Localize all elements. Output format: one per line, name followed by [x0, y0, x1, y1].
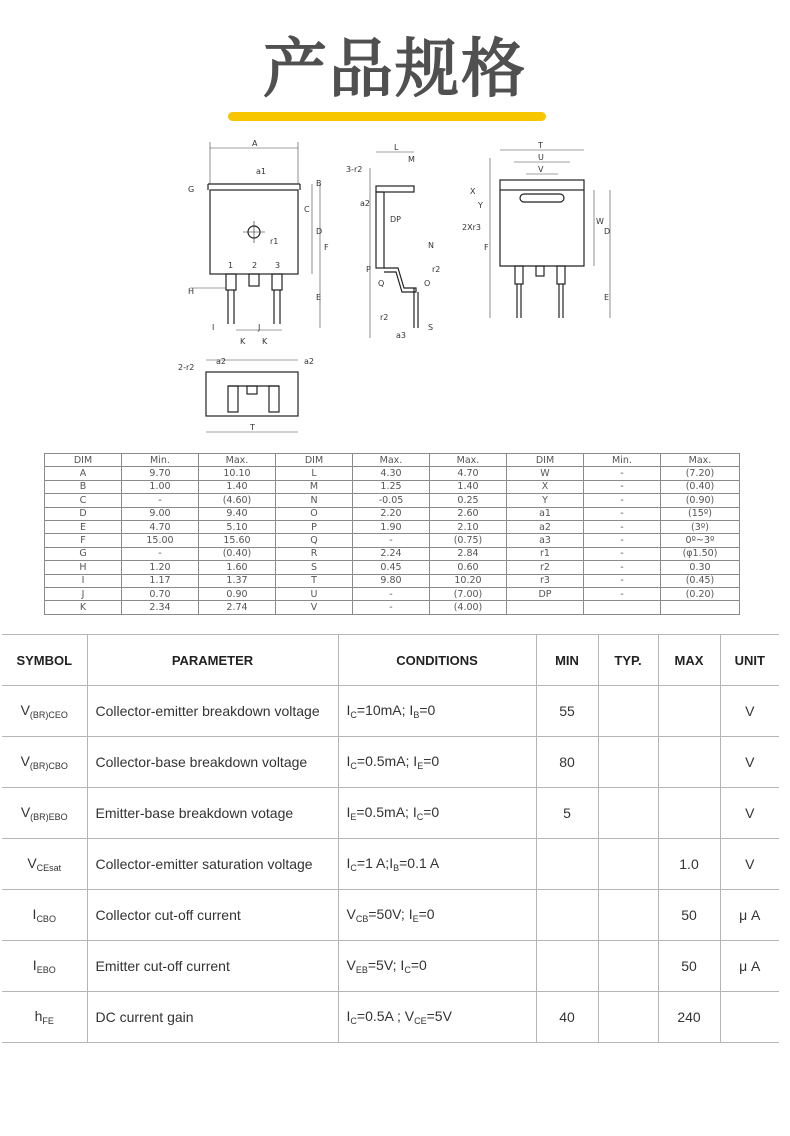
table-cell: -: [584, 587, 661, 600]
table-cell: 0º~3º: [661, 534, 740, 547]
header-max: MAX: [658, 635, 720, 686]
min-cell: [536, 890, 598, 941]
table-cell: 0.30: [661, 561, 740, 574]
table-row: [2, 839, 779, 890]
table-cell: 9.70: [122, 467, 199, 480]
dim-label-u: U: [538, 153, 544, 162]
symbol-text: V: [20, 753, 30, 769]
table-cell: a2: [507, 520, 584, 533]
table-row: [2, 788, 779, 839]
table-cell: V: [276, 601, 353, 614]
max-cell: 240: [658, 992, 720, 1043]
table-cell: (0.40): [661, 480, 740, 493]
dim-label-t2: T: [250, 423, 255, 432]
table-row: [45, 467, 740, 480]
symbol-subscript: (BR)EBO: [30, 812, 68, 822]
table-cell: 1.17: [122, 574, 199, 587]
electrical-characteristics-table: [2, 634, 779, 1043]
header-cell: Max.: [353, 454, 430, 467]
table-cell: 4.70: [430, 467, 507, 480]
symbol-cell: [2, 992, 87, 1043]
table-cell: (φ1.50): [661, 547, 740, 560]
table-row: [45, 561, 740, 574]
dimension-table: [44, 453, 740, 615]
dim-label-w: W: [596, 217, 604, 226]
condition-subscript: B: [393, 863, 400, 873]
condition-subscript: C: [350, 1016, 357, 1026]
conditions-cell: [338, 788, 536, 839]
parameter-cell: Collector-base breakdown voltage: [87, 737, 338, 788]
symbol-subscript: CEsat: [36, 863, 62, 873]
table-cell: -0.05: [353, 494, 430, 507]
table-cell: C: [45, 494, 122, 507]
table-cell: 10.10: [199, 467, 276, 480]
unit-cell: V: [720, 737, 779, 788]
condition-text: =0: [419, 702, 436, 718]
symbol-text: V: [27, 855, 37, 871]
table-cell: 5.10: [199, 520, 276, 533]
table-cell: (0.90): [661, 494, 740, 507]
max-cell: [658, 686, 720, 737]
table-row: [45, 480, 740, 493]
table-cell: K: [45, 601, 122, 614]
symbol-cell: [2, 941, 87, 992]
dim-label-c: C: [304, 205, 310, 214]
table-cell: 0.60: [430, 561, 507, 574]
table-cell: -: [584, 574, 661, 587]
condition-text: I: [346, 855, 351, 871]
table-cell: W: [507, 467, 584, 480]
table-cell: [661, 601, 740, 614]
table-cell: H: [45, 561, 122, 574]
table-cell: -: [584, 507, 661, 520]
dim-label-n: N: [428, 241, 434, 250]
conditions-cell: [338, 992, 536, 1043]
condition-text: =0.5mA; I: [356, 804, 417, 820]
unit-cell: [720, 992, 779, 1043]
symbol-text: I: [32, 906, 37, 922]
condition-subscript: B: [413, 710, 420, 720]
dim-label-2xr3: 2Xr3: [462, 223, 481, 232]
condition-subscript: C: [416, 812, 424, 822]
pin-label-1: 1: [228, 261, 234, 270]
symbol-text: I: [32, 957, 37, 973]
condition-text: =10mA; I: [356, 702, 414, 718]
table-row: [45, 494, 740, 507]
condition-subscript: CE: [414, 1016, 427, 1026]
table-cell: [584, 601, 661, 614]
table-row: [45, 520, 740, 533]
dim-label-x: X: [470, 187, 476, 196]
table-cell: (4.00): [430, 601, 507, 614]
dim-label-k2: K: [262, 337, 268, 346]
min-cell: 55: [536, 686, 598, 737]
table-row: [2, 686, 779, 737]
table-cell: 1.37: [199, 574, 276, 587]
table-cell: (4.60): [199, 494, 276, 507]
dim-label-m: M: [408, 155, 415, 164]
min-cell: [536, 839, 598, 890]
table-cell: -: [353, 534, 430, 547]
dim-label-g: G: [188, 185, 195, 194]
header-min: MIN: [536, 635, 598, 686]
dim-label-i: I: [212, 323, 215, 332]
table-cell: 0.70: [122, 587, 199, 600]
dim-label-o: O: [424, 279, 431, 288]
header-cell: Max.: [661, 454, 740, 467]
table-cell: Q: [276, 534, 353, 547]
dim-label-a2-c: a2: [304, 357, 314, 366]
condition-subscript: E: [350, 812, 357, 822]
header-unit: UNIT: [720, 635, 779, 686]
condition-subscript: E: [417, 761, 424, 771]
table-cell: (15º): [661, 507, 740, 520]
table-cell: 2.74: [199, 601, 276, 614]
dim-label-f: F: [324, 243, 329, 252]
max-cell: 50: [658, 890, 720, 941]
dim-label-q: Q: [378, 279, 385, 288]
conditions-cell: [338, 890, 536, 941]
table-cell: -: [584, 520, 661, 533]
dim-label-a1: a1: [256, 167, 266, 176]
table-cell: 15.00: [122, 534, 199, 547]
table-cell: Y: [507, 494, 584, 507]
table-row: [45, 574, 740, 587]
condition-text: I: [346, 702, 351, 718]
symbol-text: V: [20, 804, 31, 820]
condition-text: =0.5A ; V: [356, 1008, 415, 1024]
dim-label-a3: a3: [396, 331, 406, 340]
table-cell: (7.00): [430, 587, 507, 600]
dim-label-a: A: [252, 139, 258, 148]
condition-text: =0.5mA; I: [356, 753, 418, 769]
symbol-subscript: CBO: [36, 914, 56, 924]
max-cell: [658, 788, 720, 839]
dim-label-e2: E: [604, 293, 610, 302]
table-cell: [507, 601, 584, 614]
dim-label-a2-b: a2: [216, 357, 226, 366]
table-cell: B: [45, 480, 122, 493]
parameter-cell: Emitter-base breakdown votage: [87, 788, 338, 839]
table-cell: 2.60: [430, 507, 507, 520]
typ-cell: [598, 992, 658, 1043]
unit-cell: V: [720, 788, 779, 839]
table-cell: -: [584, 534, 661, 547]
table-cell: a1: [507, 507, 584, 520]
condition-text: =5V: [426, 1008, 452, 1024]
min-cell: 5: [536, 788, 598, 839]
table-cell: 4.70: [122, 520, 199, 533]
table-cell: 0.45: [353, 561, 430, 574]
condition-subscript: C: [350, 863, 357, 873]
condition-subscript: C: [350, 710, 357, 720]
condition-text: V: [346, 957, 356, 973]
table-cell: (0.45): [661, 574, 740, 587]
typ-cell: [598, 788, 658, 839]
table-cell: (3º): [661, 520, 740, 533]
table-row: [2, 890, 779, 941]
dim-label-d: D: [316, 227, 323, 236]
header-cell: DIM: [276, 454, 353, 467]
table-cell: 1.40: [199, 480, 276, 493]
table-cell: -: [353, 587, 430, 600]
symbol-cell: [2, 890, 87, 941]
parameter-cell: Collector cut-off current: [87, 890, 338, 941]
table-cell: (0.75): [430, 534, 507, 547]
table-cell: r2: [507, 561, 584, 574]
symbol-subscript: (BR)CBO: [29, 761, 68, 771]
table-cell: 1.90: [353, 520, 430, 533]
symbol-cell: [2, 839, 87, 890]
table-cell: 2.10: [430, 520, 507, 533]
table-cell: 0.25: [430, 494, 507, 507]
table-cell: U: [276, 587, 353, 600]
condition-text: =50V; I: [368, 906, 413, 922]
table-cell: -: [584, 467, 661, 480]
unit-cell: μ A: [720, 890, 779, 941]
table-row: [45, 547, 740, 560]
dim-label-e: E: [316, 293, 322, 302]
max-cell: 1.0: [658, 839, 720, 890]
condition-subscript: C: [350, 761, 357, 771]
header-typ: TYP.: [598, 635, 658, 686]
table-cell: R: [276, 547, 353, 560]
table-cell: 0.90: [199, 587, 276, 600]
conditions-cell: [338, 686, 536, 737]
unit-cell: V: [720, 839, 779, 890]
header-parameter: PARAMETER: [87, 635, 338, 686]
symbol-cell: [2, 737, 87, 788]
table-cell: r1: [507, 547, 584, 560]
header-conditions: CONDITIONS: [338, 635, 536, 686]
conditions-cell: [338, 839, 536, 890]
table-cell: (0.40): [199, 547, 276, 560]
typ-cell: [598, 941, 658, 992]
table-cell: 1.25: [353, 480, 430, 493]
dim-label-y: Y: [478, 201, 483, 210]
dim-label-a2: a2: [360, 199, 370, 208]
table-cell: 1.00: [122, 480, 199, 493]
symbol-subscript: EBO: [36, 965, 56, 975]
table-cell: (7.20): [661, 467, 740, 480]
table-cell: P: [276, 520, 353, 533]
typ-cell: [598, 839, 658, 890]
table-row: [2, 737, 779, 788]
table-cell: -: [122, 494, 199, 507]
header-cell: DIM: [507, 454, 584, 467]
max-cell: 50: [658, 941, 720, 992]
table-cell: L: [276, 467, 353, 480]
dim-label-l: L: [394, 143, 399, 152]
table-cell: S: [276, 561, 353, 574]
dim-label-dp: DP: [390, 215, 401, 224]
condition-text: I: [346, 804, 351, 820]
condition-text: =0: [423, 753, 440, 769]
table-cell: DP: [507, 587, 584, 600]
table-cell: a3: [507, 534, 584, 547]
parameter-cell: DC current gain: [87, 992, 338, 1043]
table-cell: 9.00: [122, 507, 199, 520]
dimension-table-header: [45, 454, 740, 467]
table-row: [2, 992, 779, 1043]
condition-text: =0: [418, 906, 435, 922]
typ-cell: [598, 686, 658, 737]
header-cell: Max.: [199, 454, 276, 467]
dim-label-3-r2: 3-r2: [346, 165, 363, 174]
symbol-text: V: [20, 702, 30, 718]
conditions-cell: [338, 941, 536, 992]
symbol-text: h: [34, 1008, 43, 1024]
pin-label-3: 3: [275, 261, 281, 270]
title-underline: [228, 112, 546, 121]
dim-label-r2-a: r2: [432, 265, 441, 274]
condition-text: =0: [410, 957, 427, 973]
condition-text: I: [346, 753, 351, 769]
table-cell: -: [122, 547, 199, 560]
table-cell: 4.30: [353, 467, 430, 480]
dim-label-t: T: [538, 141, 543, 150]
parameter-cell: Collector-emitter saturation voltage: [87, 839, 338, 890]
table-cell: 2.84: [430, 547, 507, 560]
table-cell: M: [276, 480, 353, 493]
symbol-subscript: FE: [42, 1016, 54, 1026]
table-cell: T: [276, 574, 353, 587]
table-cell: -: [584, 480, 661, 493]
table-row: [2, 941, 779, 992]
parameter-cell: Emitter cut-off current: [87, 941, 338, 992]
min-cell: 40: [536, 992, 598, 1043]
condition-subscript: CB: [355, 914, 369, 924]
dim-label-p: P: [366, 265, 371, 274]
table-cell: 2.24: [353, 547, 430, 560]
condition-text: I: [346, 1008, 351, 1024]
table-cell: -: [584, 561, 661, 574]
dim-label-j: J: [258, 323, 261, 332]
table-cell: 1.40: [430, 480, 507, 493]
table-cell: I: [45, 574, 122, 587]
conditions-cell: [338, 737, 536, 788]
table-cell: E: [45, 520, 122, 533]
table-cell: A: [45, 467, 122, 480]
dim-label-h: H: [188, 287, 195, 296]
table-cell: 9.80: [353, 574, 430, 587]
condition-text: =1 A;I: [356, 855, 394, 871]
table-cell: N: [276, 494, 353, 507]
condition-subscript: C: [404, 965, 411, 975]
condition-subscript: E: [412, 914, 419, 924]
min-cell: 80: [536, 737, 598, 788]
header-cell: DIM: [45, 454, 122, 467]
dimension-table-body: [45, 467, 740, 614]
table-cell: G: [45, 547, 122, 560]
table-cell: (0.20): [661, 587, 740, 600]
table-row: [45, 507, 740, 520]
condition-subscript: EB: [355, 965, 368, 975]
dim-label-2-r2: 2-r2: [178, 363, 195, 372]
dim-label-r2-b: r2: [380, 313, 389, 322]
table-row: [45, 601, 740, 614]
table-row: [45, 587, 740, 600]
table-row: [45, 534, 740, 547]
dim-label-r1: r1: [270, 237, 279, 246]
spec-table-body: [2, 686, 779, 1043]
pin-label-2: 2: [252, 261, 258, 270]
condition-text: =0: [423, 804, 440, 820]
dim-label-k1: K: [240, 337, 246, 346]
typ-cell: [598, 737, 658, 788]
spec-table-header: [2, 635, 779, 686]
table-cell: 15.60: [199, 534, 276, 547]
parameter-cell: Collector-emitter breakdown voltage: [87, 686, 338, 737]
min-cell: [536, 941, 598, 992]
dim-label-s: S: [428, 323, 434, 332]
table-cell: X: [507, 480, 584, 493]
dim-label-v: V: [538, 165, 544, 174]
condition-text: =0.1 A: [399, 855, 440, 871]
table-cell: F: [45, 534, 122, 547]
table-cell: -: [353, 601, 430, 614]
header-cell: Min.: [122, 454, 199, 467]
typ-cell: [598, 890, 658, 941]
symbol-cell: [2, 788, 87, 839]
package-outline-drawing: [170, 138, 630, 438]
table-cell: -: [584, 547, 661, 560]
table-cell: 1.20: [122, 561, 199, 574]
unit-cell: μ A: [720, 941, 779, 992]
dim-label-f2: F: [484, 243, 489, 252]
table-cell: 9.40: [199, 507, 276, 520]
unit-cell: V: [720, 686, 779, 737]
page-title: 产品规格: [263, 33, 527, 107]
header-symbol: SYMBOL: [2, 635, 87, 686]
table-cell: -: [584, 494, 661, 507]
max-cell: [658, 737, 720, 788]
header-cell: Min.: [584, 454, 661, 467]
table-cell: 10.20: [430, 574, 507, 587]
table-cell: J: [45, 587, 122, 600]
dim-label-d2: D: [604, 227, 611, 236]
table-cell: O: [276, 507, 353, 520]
table-cell: r3: [507, 574, 584, 587]
dim-label-b: B: [316, 179, 322, 188]
table-cell: 1.60: [199, 561, 276, 574]
table-cell: 2.34: [122, 601, 199, 614]
condition-text: =5V; I: [367, 957, 405, 973]
header-cell: Max.: [430, 454, 507, 467]
symbol-subscript: (BR)CEO: [29, 710, 68, 720]
table-cell: D: [45, 507, 122, 520]
condition-text: V: [346, 906, 356, 922]
symbol-cell: [2, 686, 87, 737]
table-cell: 2.20: [353, 507, 430, 520]
